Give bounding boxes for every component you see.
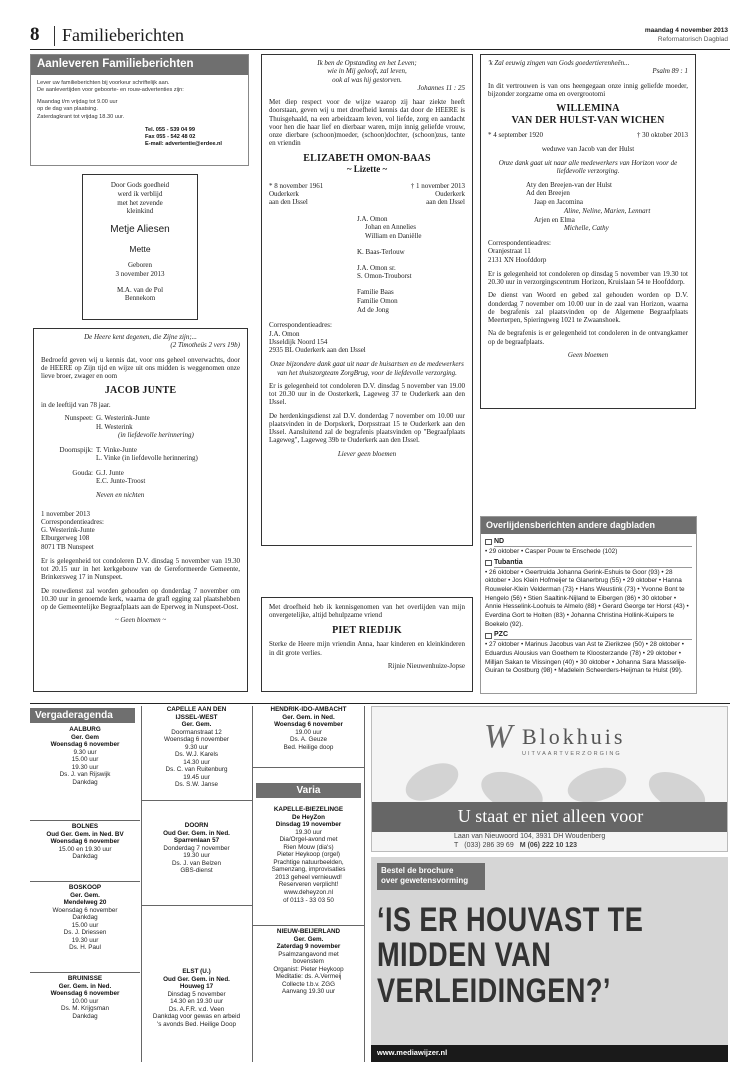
agenda-place: KAPELLE-BIEZELINGE xyxy=(273,806,344,813)
condolence-info: Er is gelegenheid tot condoleren op dinsdag 5 november van 19.30 tot 20.30 uur in verzorgingscentrum Horizon, Kruislaan 54 te Hoofddorp. xyxy=(488,269,688,287)
agenda-line: Ds. J. van Belzen xyxy=(172,859,221,867)
blokhuis-mobile: (06) 222 10 123 xyxy=(527,841,577,849)
agenda-line: Woensdag 6 november xyxy=(50,838,120,846)
family-member: Johan en Annelies xyxy=(365,223,416,232)
birth-announcement xyxy=(82,174,198,320)
agenda-line: Mendelweg 20 xyxy=(63,899,107,907)
family-member: T. Vinke-Junte xyxy=(96,445,137,454)
deceased-nickname: ~ Lizette ~ xyxy=(346,164,388,175)
condolence-info: Er is gelegenheid tot condoleren D.V. dinsdag 5 november van 19.30 tot 20.15 uur in het kerkgebouw van de Gereformeerde Gemeente, Brinkersweg 17 in Nunspeet. xyxy=(41,556,240,582)
agenda-line: IJSSEL-WEST xyxy=(175,713,218,721)
varia-title: Varia xyxy=(256,783,361,798)
obituary-intro: Met diep respect voor de wijze waarop zij haar ziekte heeft doorstaan, geven wij u met droefheid kennis dat door de HEERE is Thuisgehaald, na een arbeidzaam leven, vol liefde, zorg en aandacht voor hen die haar lief en dierbaar waren, mijn innig geliefde vrouw, onze dierbare (schoon)moeder, (schoon)dochter, (schoon)zus, tante en vriendin xyxy=(269,98,465,148)
aanleveren-line: De aanlevertijden voor geboorte- en rouw-advertenties zijn: xyxy=(37,86,184,93)
agenda-line: 19.30 uur xyxy=(295,828,322,836)
phone-label: T xyxy=(454,841,459,849)
agenda-line: Aanvang 19.30 uur xyxy=(281,988,336,996)
birth-line: kleinkind xyxy=(126,207,154,216)
address-line: 2935 BL Ouderkerk aan den IJssel xyxy=(269,346,366,355)
agenda-line: GBS-dienst xyxy=(180,867,213,875)
agenda-item-nieuw xyxy=(253,928,364,996)
agenda-item-bolnes xyxy=(30,823,140,861)
checkbox-icon xyxy=(485,539,492,545)
agenda-line: Woensdag 6 november xyxy=(50,990,120,998)
family-member: Ad de Jong xyxy=(357,305,389,314)
agenda-place: ELST (U.) xyxy=(182,968,211,975)
agenda-item-capelle xyxy=(141,706,252,789)
family-member: J.A. Omon xyxy=(357,214,388,223)
aanleveren-box xyxy=(30,54,249,166)
service-info: De dienst van Woord en gebed zal gehouden worden op D.V. donderdag 7 november om 10.00 uur in de zaal van Horizon, waarna de begrafenis zal plaatsvinden op de Algemene Begraafplaats Meerterpen, Spieringweg 1021 te Zwaanshoek. xyxy=(488,291,688,325)
agenda-place: AALBURG xyxy=(69,726,101,733)
agenda-line: Oud Ger. Gem. in Ned. xyxy=(163,975,230,983)
mobile-label: M xyxy=(519,841,526,849)
condolence-info: Er is gelegenheid tot condoleren D.V. dinsdag 5 november van 19.00 tot 20.30 uur in de Oosterkerk, Lageweg 37 te Ouderkerk aan den IJssel. xyxy=(269,381,465,407)
agenda-line: 9.30 uur xyxy=(73,748,97,756)
family-member: William en Daniëlle xyxy=(365,232,422,241)
blokhuis-slogan: U staat er niet alleen voor xyxy=(457,806,644,826)
flowers-note: ~ Geen bloemen ~ xyxy=(114,616,167,625)
agenda-line: Oud Ger. Gem. in Ned. xyxy=(163,829,230,837)
agenda-title: Vergaderagenda xyxy=(30,708,135,723)
birth-label: Geboren xyxy=(127,261,153,270)
agenda-line: Rien Mouw (dia's) xyxy=(283,843,334,851)
obituary-list: • 27 oktober • Marinus Jacobus van Ast te Zierikzee (50) • 28 oktober • Eduardus Alousius van Goethem te Kloosterzande (78) • 29 oktober • Milljan Sakan te Vlissingen (40) • 30 oktober • Johanna Sara Masselije-Guiran te Oostburg (98) • Madelein Scheerders-Heijman te Hulst (99). xyxy=(485,641,687,675)
agenda-line: Dankdag xyxy=(72,853,98,861)
agenda-line: 19.45 uur xyxy=(183,773,210,781)
blokhuis-sub: UITVAARTVERZORGING xyxy=(522,751,622,757)
family-member: Michelle, Cathy xyxy=(564,224,609,233)
service-info: De herdenkingsdienst zal D.V. donderdag 7 november om 10.00 uur plaatsvinden in de Dorpskerk, Dorpsstraat 15 te Ouderkerk aan den IJssel. Aansluitend zal de begrafenis plaatsvinden op "Begraafplaats Lageweg", Lageweg 39b te Ouderkerk aan den IJssel. xyxy=(269,411,465,445)
address-line: G. Westerink-Junte xyxy=(41,526,95,535)
family-member: Familie Baas xyxy=(357,288,394,297)
family-member: K. Baas-Terlouw xyxy=(357,247,405,256)
family-member: Aty den Breejen-van der Hulst xyxy=(526,180,612,189)
family-place: Doornspijk: xyxy=(59,445,93,454)
agenda-item-boskoop xyxy=(30,884,140,952)
aanleveren-line: Lever uw familieberichten bij voorkeur schriftelijk aan. xyxy=(37,79,170,86)
birth-parent: M.A. van de Pol xyxy=(116,285,164,294)
source-label: ND xyxy=(494,538,692,547)
agenda-line: Meditatie: ds. A.Vermeij xyxy=(275,973,342,981)
agenda-line: 19.30 uur xyxy=(71,763,99,771)
family-member: E.C. Junte-Troost xyxy=(96,477,146,486)
death-date: † 30 oktober 2013 xyxy=(636,130,688,139)
agenda-line: Ds. A. Geuze xyxy=(289,736,328,744)
agenda-line: Ds. S.W. Janse xyxy=(174,781,219,789)
agenda-place: HENDRIK-IDO-AMBACHT xyxy=(270,706,347,713)
brochure-tag: over gewetensvorming xyxy=(381,876,469,886)
verse: wie in Mij gelooft, zal leven, xyxy=(327,67,407,76)
birth-line: met het zevende xyxy=(117,198,163,207)
family-place: Nunspeet: xyxy=(64,414,93,423)
agenda-line: Dinsdag 19 november xyxy=(275,821,342,829)
agenda-line: Dia/Orgel-avond met xyxy=(279,836,338,844)
agenda-line: Bed. Heilige doop xyxy=(283,743,334,751)
family-member: Ad den Breejen xyxy=(526,189,570,198)
birth-place: Bennekom xyxy=(124,294,156,303)
aanleveren-email[interactable]: E-mail: advertentie@erdee.nl xyxy=(145,141,222,148)
blokhuis-address: Laan van Nieuwoord 104, 3931 DH Woudenberg xyxy=(454,833,606,840)
baby-name: Metje Aliesen xyxy=(110,224,170,235)
agenda-line: 19.00 uur xyxy=(295,728,322,736)
baby-callname: Mette xyxy=(129,243,151,254)
blokhuis-ad xyxy=(371,706,728,852)
service-info: De rouwdienst zal worden gehouden op donderdag 7 november om 10.30 uur in genoemde kerk, waarna de grafl egging zal plaatshebben op de Gemeentelijke Begraafplaats aan de Eperweg in Nunspeet-Oost. xyxy=(41,586,240,612)
agenda-place: DOORN xyxy=(184,822,209,829)
death-date: † 1 november 2013 xyxy=(410,181,465,190)
address-line: IJsseldijk Noord 154 xyxy=(269,337,328,346)
agenda-item-elst xyxy=(141,968,252,1028)
family-member: G.J. Junte xyxy=(96,468,124,477)
widow-of: weduwe van Jacob van der Hulst xyxy=(541,144,635,153)
agenda-line: www.deheyzon.nl xyxy=(283,889,333,897)
agenda-item-bruinisse xyxy=(30,975,140,1020)
obituary-list: • 26 oktober • Geertruida Johanna Gerink-Eshuis te Goor (93) • 28 oktober • Jos Klein Hofmeijer te Glanerbrug (55) • 29 oktober • Hanna Rouweler-Klein Velderman (73) • Hans Weustink (73) • Yvonne Bont te Hengelo (56) • Stien Saaltink-Nijland te Eibergen (86) • 30 oktober • Annie Hesselink-Loohuis te Almelo (88) • Gerard George ter Horst (43) • Everdina Gort te Holten (83) • Johanna Christina Hollink-Kuipers te Boekelo (92). xyxy=(485,568,689,628)
agenda-line: Ds. A.F.R. v.d. Veen xyxy=(168,1005,225,1013)
birth-place: Ouderkerk xyxy=(269,190,299,199)
family-member: Neven en nichten xyxy=(96,491,145,500)
obituary-list: • 29 oktober • Casper Pouw te Enschede (102) xyxy=(485,547,618,555)
aanleveren-line: Maandag t/m vrijdag tot 9.00 uur xyxy=(37,99,118,106)
agenda-place: BOSKOOP xyxy=(68,884,102,891)
verse: 'k Zal eeuwig zingen van Gods goedertierenheên... xyxy=(488,59,630,67)
agenda-line: Dankdag xyxy=(72,914,98,922)
family-member: J.A. Omon sr. xyxy=(357,263,396,272)
obituary-omon xyxy=(261,54,473,546)
family-member: G. Westerink-Junte xyxy=(96,414,150,423)
header-paper: Reformatorisch Dagblad xyxy=(657,36,728,43)
address-label: Correspondentieadres: xyxy=(41,517,104,526)
agenda-line: Prachtige natuurbeelden, xyxy=(273,858,344,866)
agenda-line: Woensdag 6 november xyxy=(52,906,118,914)
aanleveren-fax: Fax 055 - 542 48 02 xyxy=(145,134,196,141)
address-line: 8071 TB Nunspeet xyxy=(41,542,94,551)
source-label: Tubantia xyxy=(494,559,692,568)
agenda-line: Pieter Heykoop (orgel) xyxy=(277,851,340,859)
address-line: Oranjestraat 11 xyxy=(488,247,531,256)
mediawijzer-url[interactable]: www.mediawijzer.nl xyxy=(371,1045,728,1062)
agenda-line: bovenstem xyxy=(293,958,324,966)
page-header xyxy=(30,24,730,48)
agenda-line: Ger. Gem. xyxy=(181,721,212,729)
condolence-text: Sterke de Heere mijn vriendin Anna, haar kinderen en kleinkinderen in dit grote verlies. xyxy=(269,640,465,657)
agenda-line: 19.30 uur xyxy=(183,852,210,860)
verse: Ik ben de Opstanding en het Leven; xyxy=(317,59,417,67)
family-note: (in liefdevolle herinnering) xyxy=(118,431,194,440)
agenda-line: Doormanstraat 12 xyxy=(171,728,222,736)
section-title: Familieberichten xyxy=(62,25,184,45)
agenda-line: De HeyZon xyxy=(292,813,325,821)
death-place: aan den IJssel xyxy=(426,198,465,207)
agenda-line: Sparrenlaan 57 xyxy=(173,837,220,845)
family-member: Arjen en Elma xyxy=(534,215,575,224)
agenda-line: Woensdag 6 november xyxy=(50,741,120,749)
headline: ‘IS ER HOUVAST TE xyxy=(377,901,644,939)
agenda-line: 2013 geheel vernieuwd! xyxy=(275,873,342,881)
header-divider xyxy=(54,26,55,46)
blokhuis-name: Blokhuis xyxy=(522,724,626,749)
blokhuis-logo: W xyxy=(484,718,513,755)
brochure-tag: Bestel de brochure xyxy=(381,866,454,875)
agenda-line: Dankdag xyxy=(72,778,98,786)
aanleveren-tel: Tel. 055 - 539 04 99 xyxy=(145,126,195,133)
headline: VERLEIDINGEN?’ xyxy=(377,971,611,1010)
verse-reference: Johannes 11 : 25 xyxy=(417,83,465,92)
deceased-name: VAN DER HULST-VAN WICHEN xyxy=(511,114,665,126)
deceased-age: in de leeftijd van 78 jaar. xyxy=(41,401,111,410)
checkbox-icon xyxy=(485,560,492,566)
family-member: Aline, Neline, Marien, Lennart xyxy=(564,206,651,215)
flowers-note: Geen bloemen xyxy=(567,350,609,359)
family-member: Jaap en Jacomina xyxy=(534,198,583,207)
agenda-line: Zaterdag 9 november xyxy=(276,943,341,951)
agenda-line: Ger. Gem. xyxy=(70,891,100,899)
obituary-intro: In dit vertrouwen is van ons heengegaan onze innig geliefde moeder, bijzonder zorgzame oma en overgrootomi xyxy=(488,81,688,98)
section-rule xyxy=(30,703,730,704)
obituary-junte xyxy=(33,328,248,692)
birth-date: * 4 september 1920 xyxy=(488,130,544,139)
agenda-line: of 0113 - 33 03 50 xyxy=(283,896,334,904)
agenda-line: Reserveren verplicht! xyxy=(278,881,339,889)
family-member: Familie Omon xyxy=(357,296,398,305)
aanleveren-title: Aanleveren Familieberichten xyxy=(31,55,248,75)
thanks-note: Onze dank gaat uit naar alle medewerkers van Horizon voor de liefdevolle verzorging. xyxy=(498,159,678,176)
family-member: H. Westerink xyxy=(96,422,133,431)
agenda-item-hendrik xyxy=(253,706,364,751)
obituary-riedijk xyxy=(261,597,473,692)
agenda-line: Ds. W.J. Karels xyxy=(174,751,219,759)
address-label: Correspondentieadres: xyxy=(488,239,551,248)
agenda-line: 's avonds Bed. Heilige Doop xyxy=(157,1020,236,1028)
agenda-line: Ger. Gem. xyxy=(293,935,324,943)
checkbox-icon xyxy=(485,633,492,639)
agenda-line: 14.30 en 19.30 uur xyxy=(170,998,223,1006)
deceased-name: JACOB JUNTE xyxy=(104,385,177,397)
birth-line: werd ik verblijd xyxy=(117,189,163,198)
address-label: Correspondentieadres: xyxy=(269,321,332,330)
signature: Rijnie Nieuwenhuize-Jopse xyxy=(387,661,465,670)
agenda-line: Samenzang, improvisaties xyxy=(271,866,346,874)
family-place: Gouda: xyxy=(72,468,93,477)
agenda-line: Ds. J. van Rijswijk xyxy=(59,771,111,779)
date-line: 1 november 2013 xyxy=(41,509,90,518)
birth-place: aan den IJssel xyxy=(269,198,308,207)
deceased-name: ELIZABETH OMON-BAAS xyxy=(303,152,431,164)
agenda-line: Ger. Gem xyxy=(70,733,99,741)
agenda-line: 14.30 uur xyxy=(183,758,210,766)
verse-reference: (2 Timotheüs 2 vers 19b) xyxy=(170,341,240,350)
header-rule xyxy=(30,49,730,50)
agenda-line: 15.00 en 19.30 uur xyxy=(58,845,112,853)
agenda-line: Donderdag 7 november xyxy=(163,844,230,852)
agenda-line: Dankdag voor gewas en arbeid xyxy=(152,1013,241,1021)
obituary-intro: Bedroefd geven wij u kennis dat, voor ons geheel onverwachts, door de HEERE op Zijn tijd en wijze uit ons midden is weggenomen onze lieve broer, zwager en oom xyxy=(41,355,240,380)
aanleveren-line: op de dag van plaatsing. xyxy=(37,106,98,113)
birth-date: 3 november 2013 xyxy=(115,269,165,278)
flowers-note: Liever geen bloemen xyxy=(337,449,397,458)
agenda-line: Psalmzangavond met xyxy=(278,950,339,958)
agenda-line: Houweg 17 xyxy=(179,983,214,991)
overlijdensberichten-box xyxy=(480,516,697,694)
agenda-place: BOLNES xyxy=(71,823,99,830)
verse: De Heere kent degenen, die Zijne zijn;... xyxy=(84,333,197,341)
family-member: L. Vinke (in liefdevolle herinnering) xyxy=(96,454,198,463)
headline: MIDDEN VAN xyxy=(377,936,552,975)
agenda-item-aalburg xyxy=(30,726,140,786)
condolence-info: Na de begrafenis is er gelegenheid tot condoleren in de ontvangkamer op de begraafplaats. xyxy=(488,329,688,346)
mediawijzer-ad xyxy=(371,857,728,1062)
header-date: maandag 4 november 2013 xyxy=(644,27,728,34)
agenda-line: Collecte t.b.v. ZGG xyxy=(281,980,336,988)
birth-line: Door Gods goedheid xyxy=(110,181,170,189)
agenda-place: NIEUW-BEIJERLAND xyxy=(276,928,341,935)
death-place: Ouderkerk xyxy=(435,190,465,199)
source-label: PZC xyxy=(494,631,692,640)
obituary-intro: Met droefheid heb ik kennisgenomen van het overlijden van mijn onvergetelijke, altijd behulpzame vriend xyxy=(269,603,465,620)
agenda-line: Ds. H. Paul xyxy=(69,944,101,952)
aanleveren-line: Zaterdagkrant tot vrijdag 18.30 uur. xyxy=(37,113,125,120)
family-member: S. Omon-Trouborst xyxy=(357,272,412,281)
agenda-line: 9.30 uur xyxy=(184,743,209,751)
agenda-line: Woensdag 6 november xyxy=(274,721,343,729)
agenda-line: 10.00 uur xyxy=(71,997,99,1005)
agenda-line: 15.00 uur xyxy=(71,921,99,929)
address-line: 2131 XN Hoofddorp xyxy=(488,255,547,264)
overlijdensberichten-title: Overlijdensberichten andere dagbladen xyxy=(481,517,696,534)
verse: ook al was hij gestorven. xyxy=(332,75,402,84)
agenda-line: Ger. Gem. in Ned. xyxy=(282,713,335,721)
agenda-line: Ds. M. Krijgsman xyxy=(61,1005,109,1013)
agenda-line: Oud Ger. Gem. in Ned. BV xyxy=(46,830,124,838)
deceased-name: WILLEMINA xyxy=(556,103,620,114)
deceased-name: PIET RIEDIJK xyxy=(332,624,402,636)
agenda-line: Organist: Pieter Heykoop xyxy=(273,965,344,973)
agenda-place: BRUINISSE xyxy=(67,975,103,982)
address-line: Elburgerweg 108 xyxy=(41,534,90,543)
obituary-wichen xyxy=(480,54,696,409)
birth-date: * 8 november 1961 xyxy=(269,181,324,190)
agenda-line: Ds. J. Driessen xyxy=(63,929,107,937)
blokhuis-phone: (033) 286 39 69 xyxy=(464,841,514,849)
address-line: J.A. Omon xyxy=(269,329,300,338)
agenda-item-kapelle xyxy=(253,806,364,904)
agenda-line: Ger. Gem. in Ned. xyxy=(58,982,112,990)
agenda-line: 15.00 uur xyxy=(71,756,99,764)
agenda-line: Ds. C. van Ruitenburg xyxy=(165,766,228,774)
page-number: 8 xyxy=(30,24,40,45)
agenda-line: Dinsdag 5 november xyxy=(167,990,226,998)
agenda-place: CAPELLE AAN DEN xyxy=(166,706,227,713)
agenda-line: Dankdag xyxy=(72,1012,98,1020)
agenda-line: Woensdag 6 november xyxy=(164,736,229,744)
agenda-line: 19.30 uur xyxy=(71,936,99,944)
verse-reference: Psalm 89 : 1 xyxy=(652,67,688,76)
agenda-item-doorn xyxy=(141,822,252,875)
thanks-note: Onze bijzondere dank gaat uit naar de huisartsen en de medewerkers van het thuiszorgteam ZorgBrug, voor de liefdevolle verzorging. xyxy=(270,360,464,377)
